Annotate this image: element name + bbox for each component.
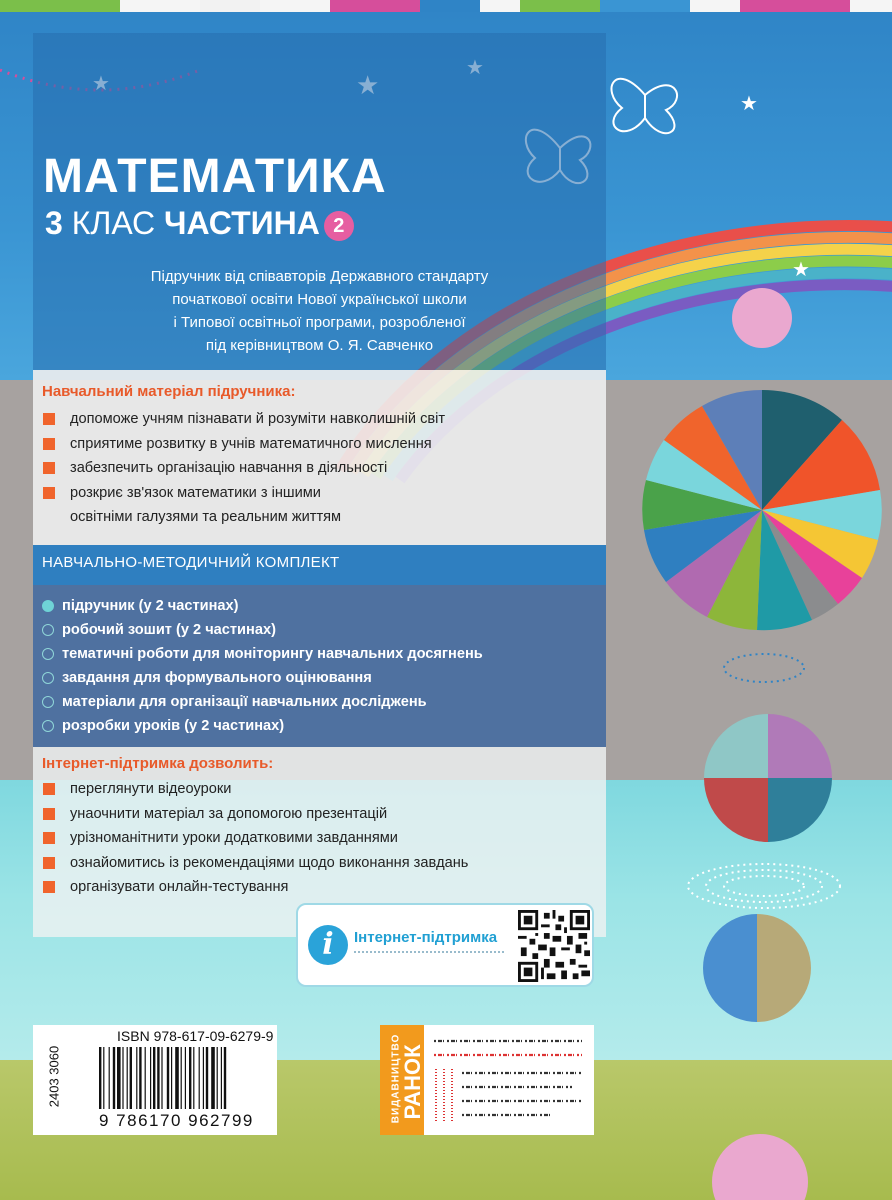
list-item: розкриє зв'язок математики з іншими xyxy=(43,481,445,506)
bullet-square-icon xyxy=(43,487,55,499)
list-item: сприятиме розвитку в учнів математичного мислення xyxy=(43,432,445,457)
list-item: матеріали для організації навчальних досліджень xyxy=(42,690,483,714)
list-item: ознайомитись із рекомендаціями щодо виконання завдань xyxy=(43,851,468,876)
list-item: робочий зошит (у 2 частинах) xyxy=(42,618,483,642)
info-icon: i xyxy=(308,925,348,965)
bullet-circle-icon xyxy=(42,648,54,660)
intro-line: під керівництвом О. Я. Савченко xyxy=(205,337,434,354)
support-label: Інтернет-підтримка xyxy=(354,929,498,946)
bullet-square-icon xyxy=(43,832,55,844)
intro-line: Підручник від співавторів Державного стандарту xyxy=(150,268,489,285)
list-item: підручник (у 2 частинах) xyxy=(42,594,483,618)
publisher-small-label: ВИДАВНИЦТВО xyxy=(390,1033,402,1124)
bullet-circle-icon xyxy=(42,720,54,732)
barcode-block xyxy=(33,1025,277,1135)
publisher-block xyxy=(380,1025,594,1135)
internet-support-box[interactable] xyxy=(296,903,594,987)
internet-heading: Інтернет-підтримка дозволить: xyxy=(42,755,274,772)
list-item: допоможе учням пізнавати й розуміти навколишній світ xyxy=(43,407,445,432)
star-icon: ★ xyxy=(740,93,758,115)
internet-list xyxy=(43,777,468,900)
bullet-circle-icon xyxy=(42,672,54,684)
material-heading: Навчальний матеріал підручника: xyxy=(42,383,296,400)
bullet-circle-icon xyxy=(42,696,54,708)
star-icon: ★ xyxy=(792,259,810,281)
bullet-square-icon xyxy=(43,438,55,450)
publisher-name: РАНОК xyxy=(400,1044,425,1120)
grade-number: 3 xyxy=(45,205,63,241)
part-number-badge: 2 xyxy=(324,211,354,241)
intro-line: і Типової освітньої програми, розробленої xyxy=(173,314,466,331)
bullet-square-icon xyxy=(43,808,55,820)
publisher-logo xyxy=(380,1025,424,1135)
bullet-square-icon xyxy=(43,783,55,795)
list-item: унаочнити матеріал за допомогою презентацій xyxy=(43,802,468,827)
list-item-continuation: освітніми галузями та реальним життям xyxy=(70,509,342,525)
material-list xyxy=(43,407,445,530)
kit-heading: НАВЧАЛЬНО-МЕТОДИЧНИЙ КОМПЛЕКТ xyxy=(42,554,340,571)
bullet-square-icon xyxy=(43,462,55,474)
isbn-text: ISBN 978-617-09-6279-9 xyxy=(117,1028,274,1044)
list-item: завдання для формувального оцінювання xyxy=(42,666,483,690)
list-item: переглянути відеоуроки xyxy=(43,777,468,802)
list-item: забезпечить організацію навчання в діяльності xyxy=(43,456,445,481)
bullet-square-icon xyxy=(43,857,55,869)
intro-line: початкової освіти Нової української школи xyxy=(172,291,467,308)
list-item: урізноманітнити уроки додатковими завданнями xyxy=(43,826,468,851)
list-item: організувати онлайн-тестування xyxy=(43,875,468,900)
part-word: ЧАСТИНА xyxy=(163,205,320,241)
ean-number: 9 786170 962799 xyxy=(99,1111,254,1130)
bullet-circle-filled-icon xyxy=(42,600,54,612)
book-subtitle xyxy=(45,205,354,242)
grade-word: КЛАС xyxy=(71,205,156,241)
side-code: 2403 3060 xyxy=(46,1045,62,1108)
qr-code-icon[interactable] xyxy=(518,910,590,982)
publisher-imprint-lines xyxy=(432,1033,586,1127)
kit-list xyxy=(42,594,483,738)
support-url-line xyxy=(354,951,504,957)
list-item: розробки уроків (у 2 частинах) xyxy=(42,714,483,738)
barcode-bars xyxy=(99,1047,269,1109)
bullet-square-icon xyxy=(43,413,55,425)
book-title: МАТЕМАТИКА xyxy=(43,150,387,203)
bullet-square-icon xyxy=(43,881,55,893)
bullet-circle-icon xyxy=(42,624,54,636)
intro-text xyxy=(33,265,606,357)
list-item: тематичні роботи для моніторингу навчальних досягнень xyxy=(42,642,483,666)
